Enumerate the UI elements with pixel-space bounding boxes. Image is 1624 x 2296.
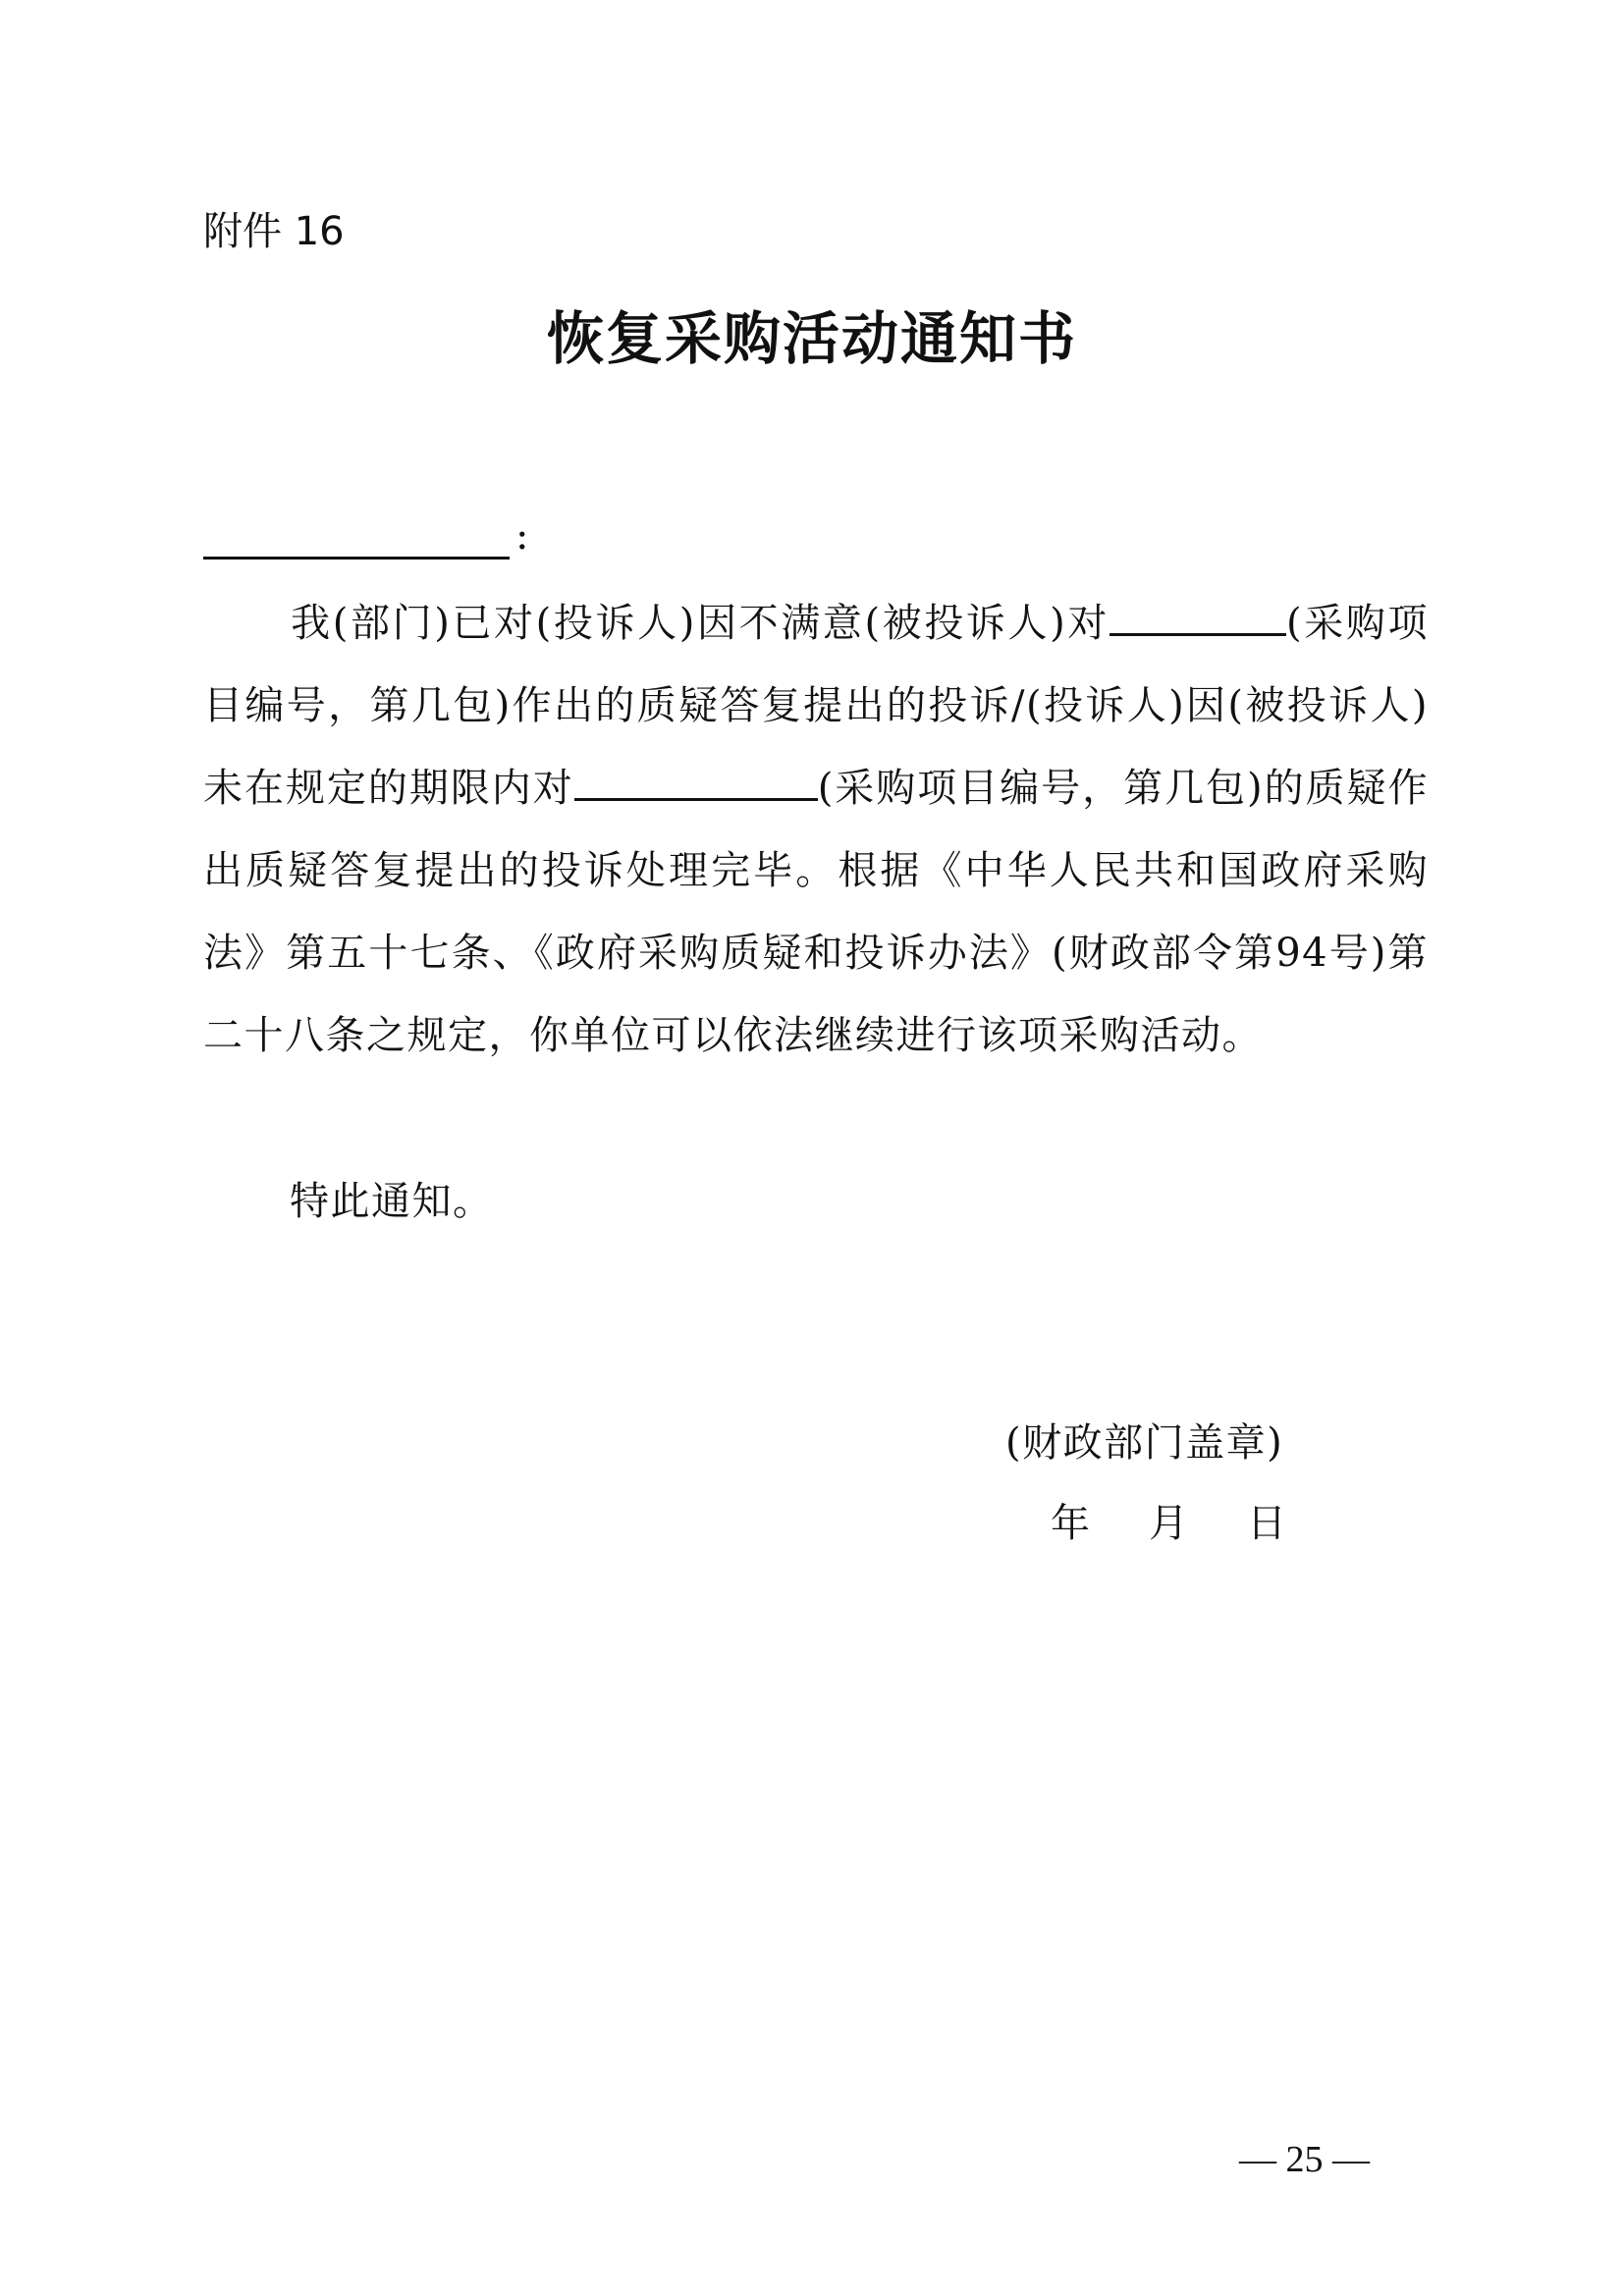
project-number-blank-2 (574, 765, 818, 801)
date-line (1051, 1482, 1286, 1565)
project-number-blank-1 (1110, 600, 1286, 636)
addressee-blank (203, 513, 510, 560)
date-day: 日 (1247, 1501, 1286, 1546)
body-text-part2: (采购项目编号，第几包)作出的质疑答复提出的投诉/(投诉人)因(被投诉人)未在规定的期限内对 (203, 601, 1429, 811)
document-title: 恢复采购活动通知书 (546, 305, 1077, 372)
body-text-part1: 我(部门)已对(投诉人)因不满意(被投诉人)对 (290, 601, 1110, 646)
notice-closing: 特此通知。 (290, 1179, 494, 1224)
body-paragraph (203, 582, 1429, 1077)
attachment-label: 附件 16 (203, 209, 345, 254)
date-month: 月 (1149, 1501, 1188, 1546)
page-number: — 25 — (1239, 2139, 1370, 2180)
seal-label: (财政部门盖章) (1005, 1420, 1284, 1466)
date-year: 年 (1051, 1501, 1090, 1546)
addressee-line (203, 503, 528, 560)
addressee-colon: : (515, 513, 529, 559)
body-text-part3: (采购项目编号，第几包)的质疑作出质疑答复提出的投诉处理完毕。根据《中华人民共和国政府采购法》第五十七条、《政府采购质疑和投诉办法》(财政部令第94号)第二十八条之规定，你单位可以依法继续进行该项采购活动。 (203, 766, 1429, 1058)
